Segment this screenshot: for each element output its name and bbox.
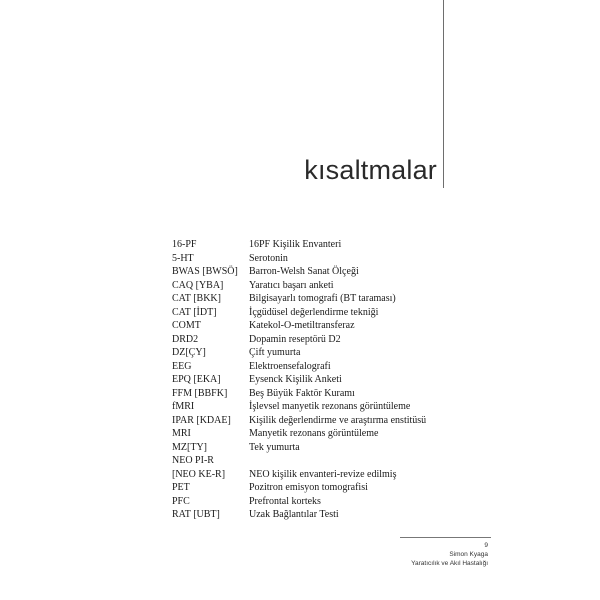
abbreviation-term: RAT [UBT] [172,509,220,520]
abbreviation-row [172,292,472,306]
abbreviation-term: MRI [172,428,191,439]
abbreviation-term: FFM [BBFK] [172,387,228,399]
abbreviation-term: DZ[ÇY] [172,347,206,358]
abbreviation-row [172,454,472,468]
abbreviation-row [172,346,472,360]
footer-author: Simon Kyaga [449,551,488,558]
abbreviation-term: CAQ [YBA] [172,279,224,291]
abbreviation-term: CAT [İDT] [172,306,217,318]
abbreviation-description: Manyetik rezonans görüntüleme [249,428,379,439]
abbreviation-row [172,333,472,347]
abbreviation-description: Çift yumurta [249,347,301,358]
abbreviation-description [249,454,472,468]
abbreviation-row [172,427,472,441]
abbreviation-row [172,252,472,266]
abbreviation-description: Katekol-O-metiltransferaz [249,320,355,331]
abbreviation-description: 16PF Kişilik Envanteri [249,239,342,250]
abbreviation-row [172,360,472,374]
abbreviation-row [172,387,472,401]
abbreviation-row [172,414,472,428]
abbreviation-description: Pozitron emisyon tomografisi [249,482,368,493]
abbreviation-row [172,279,472,293]
abbreviation-list [172,238,472,522]
abbreviation-row [172,481,472,495]
abbreviation-description: Yaratıcı başarı anketi [249,279,334,291]
abbreviation-term: 5-HT [172,252,194,264]
abbreviation-description: İçgüdüsel değerlendirme tekniği [249,306,379,318]
abbreviation-description: Serotonin [249,252,288,264]
abbreviation-term: EPQ [EKA] [172,374,221,385]
abbreviation-row [172,441,472,455]
abbreviation-term: NEO PI-R [172,455,214,466]
abbreviation-description: Bilgisayarlı tomografi (BT taraması) [249,293,396,304]
abbreviation-description: NEO kişilik envanteri-revize edilmiş [249,468,397,480]
abbreviation-term: MZ[TY] [172,441,207,453]
abbreviation-term: fMRI [172,401,195,412]
page-footer [411,541,488,568]
abbreviation-description: Kişilik değerlendirme ve araştırma enstitüsü [249,414,427,426]
abbreviation-term: BWAS [BWSÖ] [172,266,238,277]
abbreviation-description: Tek yumurta [249,441,300,453]
abbreviation-description: Elektroensefalografi [249,360,331,372]
footer-book-title: Yaratıcılık ve Akıl Hastalığı [411,560,488,567]
abbreviation-row [172,495,472,509]
abbreviation-description: Dopamin reseptörü D2 [249,333,341,345]
abbreviation-row [172,373,472,387]
abbreviation-row [172,306,472,320]
abbreviation-row [172,238,472,252]
abbreviation-row [172,319,472,333]
abbreviation-term: EEG [172,360,192,372]
abbreviation-description: Prefrontal korteks [249,495,321,507]
page-number: 9 [484,542,488,549]
abbreviation-description: İşlevsel manyetik rezonans görüntüleme [249,401,411,412]
abbreviation-description: Eysenck Kişilik Anketi [249,374,342,385]
abbreviation-term: 16-PF [172,239,197,250]
abbreviation-row [172,265,472,279]
abbreviation-description: Barron-Welsh Sanat Ölçeği [249,266,359,277]
footer-rule [400,537,491,538]
abbreviation-term: IPAR [KDAE] [172,414,231,426]
vertical-rule [443,0,444,188]
abbreviation-row [172,468,472,482]
abbreviation-term: PET [172,482,190,493]
abbreviation-row [172,400,472,414]
abbreviation-term: CAT [BKK] [172,293,221,304]
abbreviation-description: Beş Büyük Faktör Kuramı [249,387,355,399]
abbreviation-term: DRD2 [172,333,199,345]
abbreviation-term: COMT [172,320,201,331]
abbreviation-description: Uzak Bağlantılar Testi [249,509,339,520]
abbreviation-row [172,508,472,522]
abbreviation-term: PFC [172,495,190,507]
abbreviation-term: [NEO KE-R] [172,468,226,480]
page-title: kısaltmalar [304,155,437,185]
